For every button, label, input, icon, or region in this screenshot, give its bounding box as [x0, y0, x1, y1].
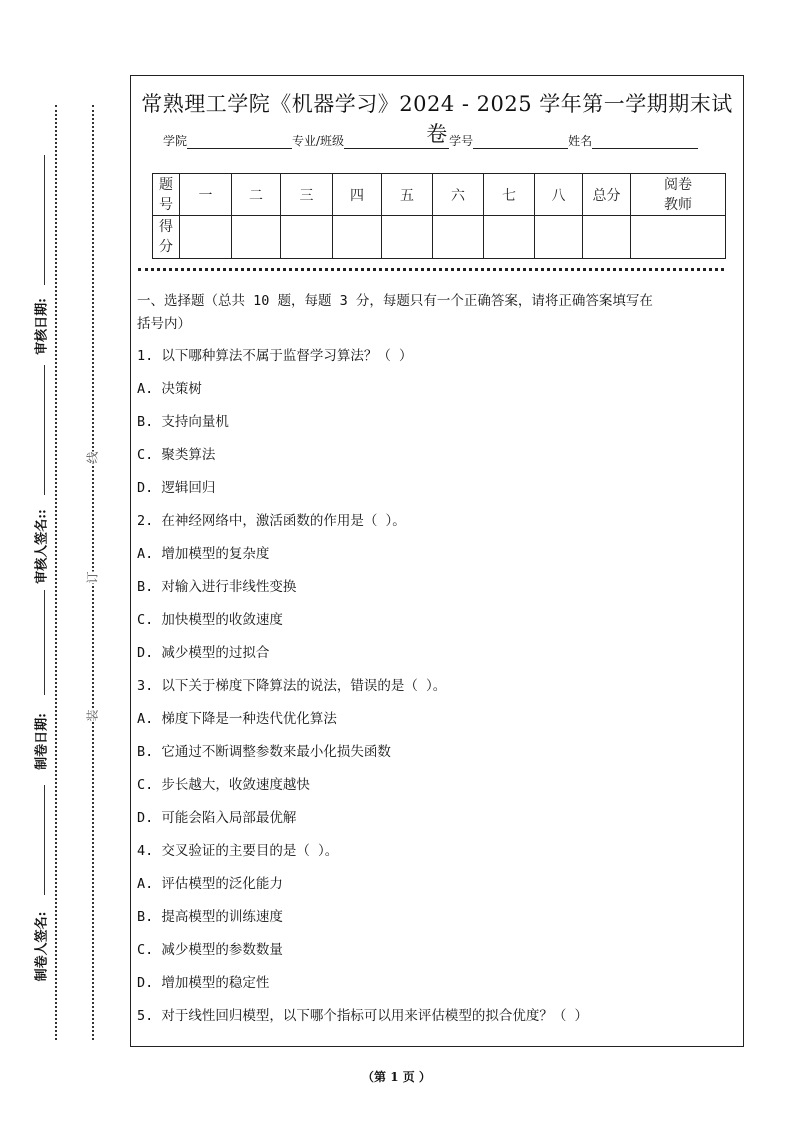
section-heading [137, 290, 735, 336]
option-2c: C. 加快模型的收敛速度 [137, 612, 283, 628]
question-5: 5. 对于线性回归模型，以下哪个指标可以用来评估模型的拟合优度？（ ） [137, 1008, 589, 1024]
question-3: 3. 以下关于梯度下降算法的说法，错误的是（ ）。 [137, 678, 447, 694]
field-label-student-id: 学号 [449, 134, 474, 148]
exam-title: 常熟理工学院《机器学习》2024 - 2025 学年第一学期期末试卷 [141, 92, 733, 146]
score-cell-8[interactable] [535, 216, 583, 259]
row-label-question-no: 题 号 [153, 174, 180, 216]
field-label-major-class: 专业/班级 [292, 134, 345, 148]
field-label-name: 姓名 [568, 134, 593, 148]
header-dotted-divider [138, 268, 724, 271]
col-4: 四 [333, 174, 382, 216]
option-3d: D. 可能会陷入局部最优解 [137, 810, 297, 826]
option-1d: D. 逻辑回归 [137, 480, 216, 496]
score-cell-7[interactable] [484, 216, 535, 259]
option-4c: C. 减少模型的参数数量 [137, 942, 283, 958]
question-content [137, 290, 735, 1033]
score-table-score-row [153, 216, 726, 259]
score-cell-4[interactable] [333, 216, 382, 259]
cut-mark-line: 线 [85, 451, 100, 464]
row-label-score: 得 分 [153, 216, 180, 259]
make-date-label: 制卷日期: [34, 713, 50, 770]
col-6: 六 [433, 174, 484, 216]
major-class-field[interactable] [344, 136, 449, 149]
option-1b: B. 支持向量机 [137, 414, 229, 430]
exam-page-frame [130, 75, 744, 1047]
question-list [137, 340, 735, 1033]
option-4b: B. 提高模型的训练速度 [137, 909, 283, 925]
review-date-label: 审核日期: [34, 298, 50, 355]
option-3b: B. 它通过不断调整参数来最小化损失函数 [137, 744, 391, 760]
option-2b: B. 对输入进行非线性变换 [137, 579, 297, 595]
score-table-header-row [153, 174, 726, 216]
reviewer-sign-label: 审核人签名:: [34, 509, 50, 584]
col-3: 三 [281, 174, 333, 216]
col-7: 七 [484, 174, 535, 216]
option-2d: D. 减少模型的过拟合 [137, 645, 270, 661]
score-table [152, 173, 726, 259]
col-8: 八 [535, 174, 583, 216]
score-cell-1[interactable] [180, 216, 232, 259]
college-field[interactable] [187, 136, 292, 149]
cut-mark-staple: 装 [85, 709, 100, 722]
option-4a: A. 评估模型的泛化能力 [137, 876, 283, 892]
binding-dotted-line-outer [55, 105, 57, 1040]
question-1: 1. 以下哪种算法不属于监督学习算法？（ ） [137, 348, 413, 364]
section-heading-line-2: 括号内） [137, 316, 191, 332]
score-cell-6[interactable] [433, 216, 484, 259]
question-4: 4. 交叉验证的主要目的是（ ）。 [137, 843, 339, 859]
score-cell-total[interactable] [583, 216, 631, 259]
option-1c: C. 聚类算法 [137, 447, 216, 463]
question-2: 2. 在神经网络中，激活函数的作用是（ ）。 [137, 513, 406, 529]
cut-mark-bind: 订 [85, 571, 100, 584]
option-4d: D. 增加模型的稳定性 [137, 975, 270, 991]
maker-sign-label: 制卷人签名: [34, 911, 50, 982]
col-2: 二 [232, 174, 281, 216]
col-grader: 阅卷 教师 [631, 174, 726, 216]
score-cell-3[interactable] [281, 216, 333, 259]
score-cell-5[interactable] [382, 216, 433, 259]
option-2a: A. 增加模型的复杂度 [137, 546, 270, 562]
col-total: 总分 [583, 174, 631, 216]
student-id-field[interactable] [473, 136, 568, 149]
page-number: （第 1 页 ） [362, 1070, 431, 1084]
name-field[interactable] [592, 136, 698, 149]
col-5: 五 [382, 174, 433, 216]
student-info-line [163, 132, 698, 149]
score-cell-2[interactable] [232, 216, 281, 259]
field-label-college: 学院 [163, 134, 188, 148]
option-3c: C. 步长越大，收敛速度越快 [137, 777, 310, 793]
section-heading-line-1: 一、选择题（总共 10 题，每题 3 分，每题只有一个正确答案，请将正确答案填写在 [137, 293, 653, 309]
option-1a: A. 决策树 [137, 381, 202, 397]
col-1: 一 [180, 174, 232, 216]
score-cell-grader[interactable] [631, 216, 726, 259]
option-3a: A. 梯度下降是一种迭代优化算法 [137, 711, 337, 727]
